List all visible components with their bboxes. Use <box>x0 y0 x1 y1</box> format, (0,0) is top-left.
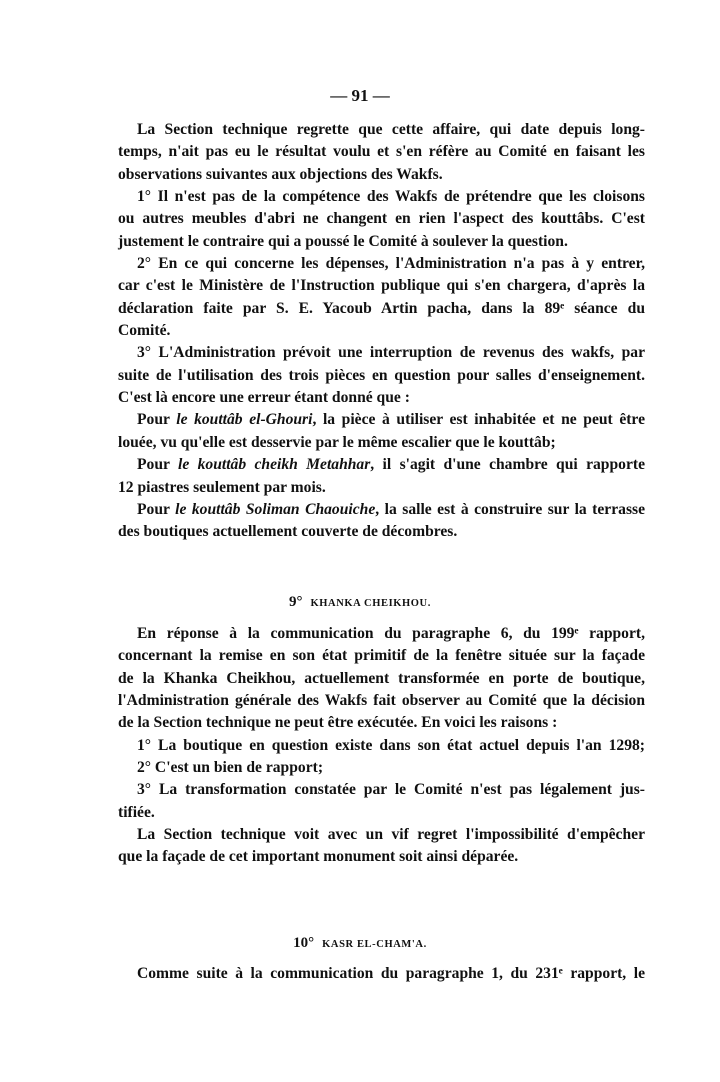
text-line: En réponse à la communication du paragraphe 6, du 199ᵉ rapport, <box>137 625 645 642</box>
text-line: tifiée. <box>118 803 155 821</box>
text-line: 12 piastres seulement par mois. <box>118 478 326 496</box>
text-line <box>118 454 645 476</box>
page-number: — 91 — <box>330 86 390 105</box>
text-line: ou autres meubles d'abri ne changent en rien l'aspect des kouttâbs. C'est <box>118 210 645 228</box>
heading-number: 9° <box>289 594 303 610</box>
text-line: l'Administration générale des Wakfs fait observer au Comité que la décision <box>118 692 645 710</box>
text-span: Pour <box>137 456 178 474</box>
section-wakfs-objections <box>118 119 645 544</box>
text-line: des boutiques actuellement couverte de décombres. <box>118 523 458 541</box>
text-line: louée, vu qu'elle est desservie par le même escalier que le kouttâb; <box>118 433 556 451</box>
section-kasr-el-chama <box>118 963 645 985</box>
italic-kouttab-name: le kouttâb el-Ghouri <box>176 411 313 429</box>
text-line: de la Section technique ne peut être exécutée. En voici les raisons : <box>118 714 558 732</box>
text-line: Comité. <box>118 322 171 340</box>
text-span: Pour <box>137 500 176 518</box>
text-span: , il s'agit d'une chambre qui rapporte <box>370 456 645 474</box>
text-line: 2° C'est un bien de rapport; <box>137 759 324 777</box>
text-line: de la Khanka Cheikhou, actuellement transformée en porte de boutique, <box>118 669 645 687</box>
text-line: C'est là encore une erreur étant donné que : <box>118 389 410 407</box>
text-line: car c'est le Ministère de l'Instruction publique qui s'en chargera, d'après la <box>118 277 645 295</box>
heading-title: KHANKA CHEIKHOU. <box>310 598 431 609</box>
text-line: 1° La boutique en question existe dans son état actuel depuis l'an 1298; <box>137 736 645 754</box>
text-span: , la pièce à utiliser est inhabitée et ne peut être <box>312 411 645 429</box>
text-line <box>118 409 645 431</box>
italic-kouttab-name: le kouttâb Soliman Chaouiche <box>175 500 376 518</box>
heading-khanka-cheikhou <box>0 593 720 611</box>
text-line: 3° La transformation constatée par le Comité n'est pas légalement jus- <box>137 781 645 799</box>
text-line: 3° L'Administration prévoit une interruption de revenus des wakfs, par <box>137 344 645 362</box>
italic-kouttab-name: le kouttâb cheikh Metahhar <box>178 456 371 474</box>
text-line <box>118 499 645 521</box>
text-line: concernant la remise en son état primitif de la fenêtre située sur la façade <box>118 647 645 665</box>
heading-number: 10° <box>293 935 315 951</box>
text-line: Comme suite à la communication du paragraphe 1, du 231ᵉ rapport, le <box>137 965 645 982</box>
text-line: déclaration faite par S. E. Yacoub Artin pacha, dans la 89ᵉ séance du <box>118 299 645 317</box>
text-line: La Section technique regrette que cette affaire, qui date depuis long- <box>137 121 645 138</box>
text-line: La Section technique voit avec un vif regret l'impossibilité d'empêcher <box>137 826 645 844</box>
text-line: que la façade de cet important monument soit ainsi déparée. <box>118 848 519 866</box>
heading-kasr-el-chama <box>0 934 720 952</box>
text-line: observations suivantes aux objections des Wakfs. <box>118 165 443 183</box>
heading-title: KASR EL-CHAM'A. <box>322 939 427 950</box>
section-khanka-cheikhou <box>118 623 645 869</box>
text-line: temps, n'ait pas eu le résultat voulu et s'en réfère au Comité en faisant les <box>118 143 645 161</box>
text-line: 1° Il n'est pas de la compétence des Wakfs de prétendre que les cloisons <box>137 188 645 206</box>
text-span: , la salle est à construire sur la terrasse <box>375 500 645 518</box>
text-line: 2° En ce qui concerne les dépenses, l'Administration n'a pas à y entrer, <box>137 255 645 273</box>
text-span: Pour <box>137 411 177 429</box>
text-line: suite de l'utilisation des trois pièces en question pour salles d'enseignement. <box>118 366 645 384</box>
text-line: justement le contraire qui a poussé le Comité à soulever la question. <box>118 232 568 250</box>
